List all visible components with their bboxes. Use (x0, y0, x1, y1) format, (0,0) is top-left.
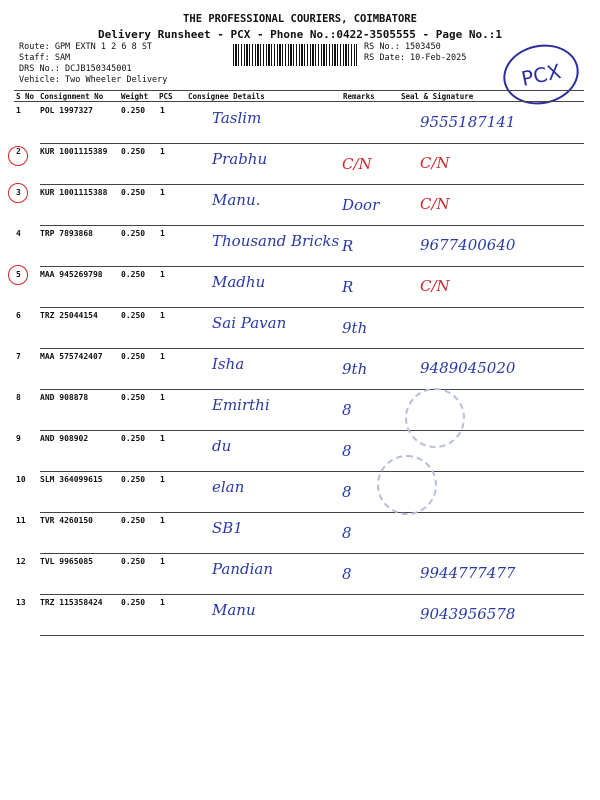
row-consignee-name: Emirthi (212, 396, 270, 414)
row-seal-signature: 9043956578 (420, 605, 516, 623)
row-pcs: 1 (160, 188, 165, 197)
col-seal: Seal & Signature (401, 92, 474, 101)
row-consignee-name: du (212, 437, 232, 455)
col-pcs: PCS (159, 92, 173, 101)
row-consignment-no: AND 908902 (40, 434, 89, 443)
row-divider (40, 594, 584, 595)
row-consignee-name: Manu (212, 601, 256, 619)
row-seal-signature: 9677400640 (420, 236, 516, 254)
red-circle-mark (8, 146, 28, 166)
row-pcs: 1 (160, 393, 165, 402)
row-remarks: 8 (342, 524, 352, 542)
row-remarks: 8 (342, 565, 352, 583)
col-consignee: Consignee Details (188, 92, 265, 101)
row-consignee-name: Prabhu (212, 150, 268, 168)
row-pcs: 1 (160, 598, 165, 607)
pcx-stamp: PCX (498, 38, 585, 112)
row-pcs: 1 (160, 229, 165, 238)
faded-seal-stamp (405, 388, 465, 448)
row-divider (40, 184, 584, 185)
row-remarks: Door (342, 196, 380, 214)
row-sno: 2 (16, 147, 21, 156)
rs-number: RS No.: 1503450 (364, 42, 441, 52)
row-weight: 0.250 (121, 475, 146, 484)
row-seal-signature: C/N (420, 154, 450, 172)
row-pcs: 1 (160, 352, 165, 361)
row-consignee-name: Isha (212, 355, 245, 373)
row-consignment-no: TRZ 25044154 (40, 311, 98, 320)
row-sno: 9 (16, 434, 21, 443)
row-remarks: R (342, 237, 354, 255)
row-pcs: 1 (160, 516, 165, 525)
row-consignee-name: Madhu (212, 273, 266, 291)
sheet-meta-left (19, 42, 167, 86)
row-divider (40, 266, 584, 267)
row-sno: 13 (16, 598, 26, 607)
row-pcs: 1 (160, 434, 165, 443)
row-weight: 0.250 (121, 188, 146, 197)
row-seal-signature: C/N (420, 195, 450, 213)
row-consignment-no: TRP 7893868 (40, 229, 93, 238)
header-bottom-rule (14, 101, 584, 102)
row-consignment-no: TRZ 115358424 (40, 598, 103, 607)
row-weight: 0.250 (121, 311, 146, 320)
row-divider (40, 471, 584, 472)
col-weight: Weight (121, 92, 149, 101)
row-sno: 4 (16, 229, 21, 238)
row-remarks: C/N (342, 155, 372, 173)
row-seal-signature: 9944777477 (420, 564, 516, 582)
row-divider (40, 143, 584, 144)
row-sno: 5 (16, 270, 21, 279)
row-pcs: 1 (160, 270, 165, 279)
row-consignment-no: MAA 945269798 (40, 270, 103, 279)
row-divider (40, 389, 584, 390)
rs-date: RS Date: 10-Feb-2025 (364, 53, 467, 63)
row-weight: 0.250 (121, 106, 146, 115)
route-text: Route: GPM EXTN 1 2 6 8 ST (19, 42, 153, 52)
row-consignment-no: KUR 1001115389 (40, 147, 108, 156)
row-divider (40, 512, 584, 513)
row-pcs: 1 (160, 475, 165, 484)
row-seal-signature: 9555187141 (420, 113, 516, 131)
row-divider (40, 307, 584, 308)
row-sno: 7 (16, 352, 21, 361)
vehicle-text: Vehicle: Two Wheeler Delivery (19, 75, 168, 85)
row-consignment-no: POL 1997327 (40, 106, 93, 115)
row-consignee-name: SB1 (212, 519, 243, 537)
row-remarks: 9th (342, 360, 368, 378)
row-consignee-name: Taslim (212, 109, 262, 127)
row-weight: 0.250 (121, 434, 146, 443)
row-consignment-no: SLM 364099615 (40, 475, 103, 484)
drs-number: DRS No.: DCJB150345001 (19, 64, 132, 74)
row-consignment-no: AND 908878 (40, 393, 89, 402)
col-sno: S No (16, 92, 35, 101)
row-remarks: R (342, 278, 354, 296)
row-consignment-no: KUR 1001115388 (40, 188, 108, 197)
faded-seal-stamp (377, 455, 437, 515)
row-pcs: 1 (160, 106, 165, 115)
runsheet-title: Delivery Runsheet - PCX - Phone No.:0422-3505555 - Page No.:1 (98, 28, 502, 41)
row-consignee-name: Sai Pavan (212, 314, 287, 332)
staff-text: Staff: SAM (19, 53, 71, 63)
red-circle-mark (8, 265, 28, 285)
row-pcs: 1 (160, 557, 165, 566)
row-sno: 3 (16, 188, 21, 197)
row-divider (40, 635, 584, 636)
row-divider (40, 430, 584, 431)
col-consignment: Consignment No (40, 92, 104, 101)
row-weight: 0.250 (121, 229, 146, 238)
row-weight: 0.250 (121, 393, 146, 402)
row-pcs: 1 (160, 147, 165, 156)
row-consignee-name: Pandian (212, 560, 274, 578)
row-weight: 0.250 (121, 598, 146, 607)
row-consignment-no: TVR 4260150 (40, 516, 93, 525)
row-remarks: 8 (342, 483, 352, 501)
row-consignee-name: Manu. (212, 191, 261, 209)
row-weight: 0.250 (121, 270, 146, 279)
company-title: THE PROFESSIONAL COURIERS, COIMBATORE (183, 13, 417, 25)
row-sno: 11 (16, 516, 26, 525)
header-top-rule (14, 90, 584, 91)
row-remarks: 8 (342, 442, 352, 460)
row-weight: 0.250 (121, 557, 146, 566)
row-consignment-no: TVL 9965085 (40, 557, 93, 566)
row-sno: 6 (16, 311, 21, 320)
row-divider (40, 225, 584, 226)
row-seal-signature: C/N (420, 277, 450, 295)
row-consignee-name: elan (212, 478, 245, 496)
barcode (233, 44, 357, 66)
row-consignee-name: Thousand Bricks (212, 232, 340, 250)
col-remarks: Remarks (343, 92, 375, 101)
sheet-meta-right (364, 42, 466, 64)
row-seal-signature: 9489045020 (420, 359, 516, 377)
red-circle-mark (8, 183, 28, 203)
row-sno: 12 (16, 557, 26, 566)
row-divider (40, 348, 584, 349)
row-weight: 0.250 (121, 516, 146, 525)
row-divider (40, 553, 584, 554)
row-weight: 0.250 (121, 147, 146, 156)
row-sno: 1 (16, 106, 21, 115)
row-remarks: 8 (342, 401, 352, 419)
row-weight: 0.250 (121, 352, 146, 361)
row-remarks: 9th (342, 319, 368, 337)
row-consignment-no: MAA 575742407 (40, 352, 103, 361)
row-pcs: 1 (160, 311, 165, 320)
row-sno: 8 (16, 393, 21, 402)
row-sno: 10 (16, 475, 26, 484)
